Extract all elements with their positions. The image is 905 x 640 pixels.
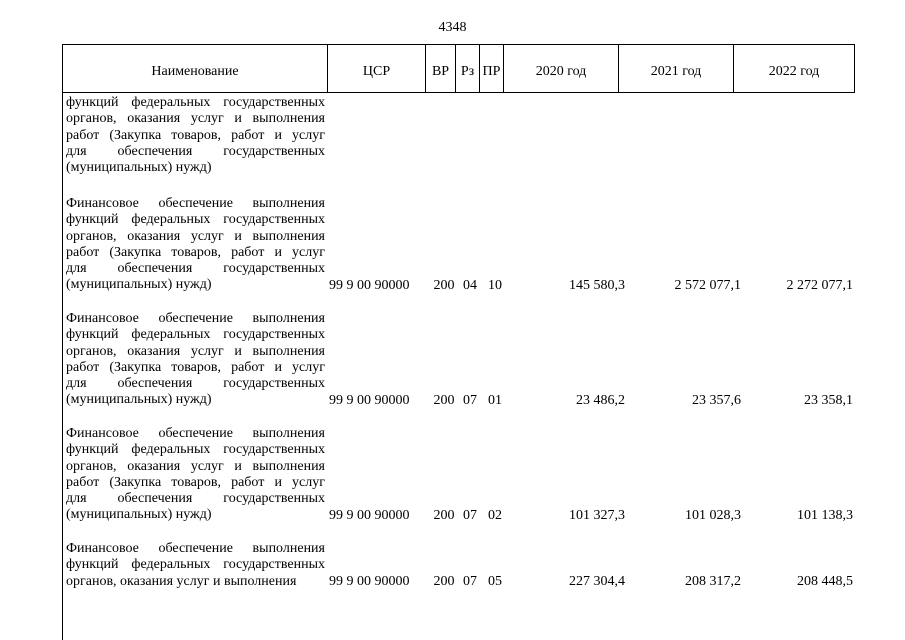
header-csr: ЦСР: [328, 45, 426, 93]
row-csr: 99 9 00 90000: [329, 507, 410, 523]
row-2020: 145 580,3: [569, 277, 625, 293]
row-2021: 208 317,2: [685, 573, 741, 589]
row-pr: 02: [488, 507, 502, 523]
row-pr: 05: [488, 573, 502, 589]
table-header: [62, 44, 855, 93]
row-name: [63, 541, 325, 590]
row-name-line: Финансовое обеспечение выполнения: [66, 426, 325, 441]
row-name-line: Финансовое обеспечение выполнения: [66, 311, 325, 326]
page-number: 4348: [438, 20, 467, 35]
row-name-line: органов, оказания услуг и выполнения: [66, 573, 297, 589]
row-name-line: Финансовое обеспечение выполнения: [66, 541, 325, 556]
header-name: Наименование: [63, 45, 328, 93]
row-name-line: органов, оказания услуг и выполнения: [66, 111, 325, 127]
row-name-line: органов, оказания услуг и выполнения: [66, 343, 325, 359]
row-vr: 200: [433, 573, 455, 589]
row-name-line: для обеспечения государственных: [66, 491, 325, 507]
row-vr: 200: [433, 507, 455, 523]
table-row: [63, 541, 855, 590]
row-csr: 99 9 00 90000: [329, 573, 410, 589]
row-name-line: функций федеральных государственных: [66, 212, 325, 228]
table-body: [62, 93, 855, 640]
row-2021: 23 357,6: [692, 392, 741, 408]
table-row: [63, 95, 855, 176]
row-2021: 101 028,3: [685, 507, 741, 523]
row-name-line: функций федеральных государственных: [66, 95, 325, 110]
row-name: [63, 95, 325, 176]
row-rz: 04: [463, 277, 477, 293]
row-pr: 10: [488, 277, 502, 293]
row-2022: 208 448,5: [797, 573, 853, 589]
row-csr: 99 9 00 90000: [329, 277, 410, 293]
row-vr: 200: [433, 392, 455, 408]
row-name-line: функций федеральных государственных: [66, 442, 325, 458]
row-name-line: функций федеральных государственных: [66, 557, 325, 573]
row-name-line: для обеспечения государственных: [66, 376, 325, 392]
row-name-line: (муниципальных) нужд): [66, 392, 212, 408]
row-csr: 99 9 00 90000: [329, 392, 410, 408]
row-name-line: Финансовое обеспечение выполнения: [66, 196, 325, 211]
row-name-line: для обеспечения государственных: [66, 143, 325, 159]
header-rz: Рз: [456, 45, 480, 93]
row-name-line: работ (Закупка товаров, работ и услуг: [66, 244, 325, 260]
table-row: [63, 311, 855, 409]
row-name-line: работ (Закупка товаров, работ и услуг: [66, 359, 325, 375]
row-vr: 200: [433, 277, 455, 293]
table-row: [63, 426, 855, 524]
row-rz: 07: [463, 573, 477, 589]
row-2020: 23 486,2: [576, 392, 625, 408]
row-name-line: для обеспечения государственных: [66, 261, 325, 277]
row-name-line: органов, оказания услуг и выполнения: [66, 458, 325, 474]
row-2022: 2 272 077,1: [786, 277, 853, 293]
row-pr: 01: [488, 392, 502, 408]
header-2021: 2021 год: [619, 45, 734, 93]
header-2020: 2020 год: [504, 45, 619, 93]
header-2022: 2022 год: [734, 45, 855, 93]
row-name-line: (муниципальных) нужд): [66, 160, 212, 176]
row-2022: 23 358,1: [804, 392, 853, 408]
row-2021: 2 572 077,1: [674, 277, 741, 293]
row-name-line: (муниципальных) нужд): [66, 277, 212, 293]
header-pr: ПР: [480, 45, 504, 93]
row-name: [63, 311, 325, 409]
row-name: [63, 426, 325, 524]
row-name-line: (муниципальных) нужд): [66, 507, 212, 523]
row-rz: 07: [463, 507, 477, 523]
row-2020: 227 304,4: [569, 573, 625, 589]
row-name-line: работ (Закупка товаров, работ и услуг: [66, 474, 325, 490]
table-row: [63, 196, 855, 294]
row-name-line: функций федеральных государственных: [66, 327, 325, 343]
row-2022: 101 138,3: [797, 507, 853, 523]
row-name: [63, 196, 325, 294]
row-name-line: работ (Закупка товаров, работ и услуг: [66, 127, 325, 143]
header-vr: ВР: [426, 45, 456, 93]
row-2020: 101 327,3: [569, 507, 625, 523]
row-rz: 07: [463, 392, 477, 408]
row-name-line: органов, оказания услуг и выполнения: [66, 228, 325, 244]
